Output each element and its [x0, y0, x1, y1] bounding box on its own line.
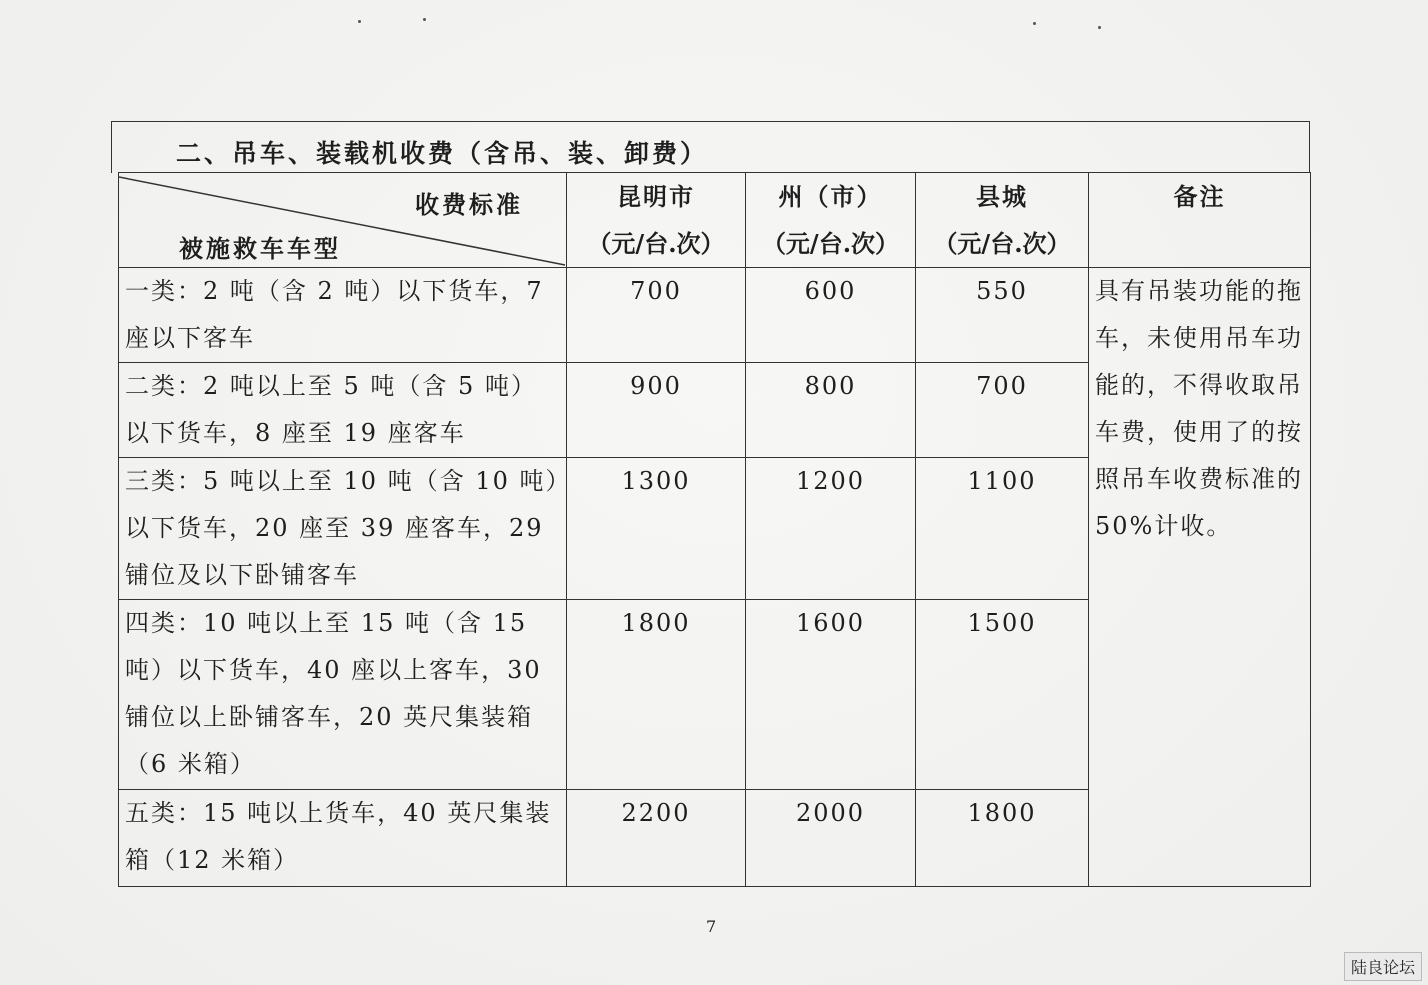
scan-speck: [423, 18, 426, 21]
scan-speck: [1033, 22, 1036, 25]
section-title: 二、吊车、装载机收费（含吊、装、卸费）: [176, 139, 709, 168]
scan-speck: [1098, 26, 1101, 29]
page-number: 7: [706, 917, 717, 936]
zhou-fee: 2000: [746, 790, 916, 887]
kunming-fee: 900: [567, 363, 746, 458]
kunming-fee: 700: [567, 268, 746, 363]
scan-speck: [358, 20, 361, 23]
fee-table: [118, 172, 1311, 887]
col-header-zhou: 州（市） （元/台.次）: [746, 173, 916, 268]
vehicle-type-cell: 三类：5 吨以上至 10 吨（含 10 吨）以下货车，20 座至 39 座客车，29 铺位及以下卧铺客车: [119, 458, 567, 600]
zhou-fee: 800: [746, 363, 916, 458]
zhou-fee: 1200: [746, 458, 916, 600]
diagonal-header-cell: [119, 173, 567, 268]
vehicle-type-cell: 四类：10 吨以上至 15 吨（含 15 吨）以下货车，40 座以上客车，30 铺位以上卧铺客车，20 英尺集装箱（6 米箱）: [119, 600, 567, 790]
vehicle-type-cell: 二类：2 吨以上至 5 吨（含 5 吨）以下货车，8 座至 19 座客车: [119, 363, 567, 458]
table-row: [119, 268, 1311, 363]
col-header-xian: 县城 （元/台.次）: [916, 173, 1089, 268]
xian-fee: 700: [916, 363, 1089, 458]
note-cell: 具有吊装功能的拖车，未使用吊车功能的，不得收取吊车费，使用了的按照吊车收费标准的 50%计收。: [1089, 268, 1311, 887]
vehicle-type-cell: 一类：2 吨（含 2 吨）以下货车，7 座以下客车: [119, 268, 567, 363]
col-header-kunming: 昆明市 （元/台.次）: [567, 173, 746, 268]
diag-top-label: 收费标准: [415, 190, 523, 219]
xian-fee: 550: [916, 268, 1089, 363]
kunming-fee: 2200: [567, 790, 746, 887]
vehicle-type-cell: 五类：15 吨以上货车，40 英尺集装箱（12 米箱）: [119, 790, 567, 887]
kunming-fee: 1800: [567, 600, 746, 790]
xian-fee: 1100: [916, 458, 1089, 600]
zhou-fee: 1600: [746, 600, 916, 790]
xian-fee: 1800: [916, 790, 1089, 887]
kunming-fee: 1300: [567, 458, 746, 600]
col-header-note: 备注: [1089, 173, 1311, 268]
header-row: [119, 173, 1311, 268]
forum-watermark: 陆良论坛: [1344, 952, 1422, 981]
zhou-fee: 600: [746, 268, 916, 363]
diag-bottom-label: 被施救车车型: [179, 234, 341, 263]
xian-fee: 1500: [916, 600, 1089, 790]
